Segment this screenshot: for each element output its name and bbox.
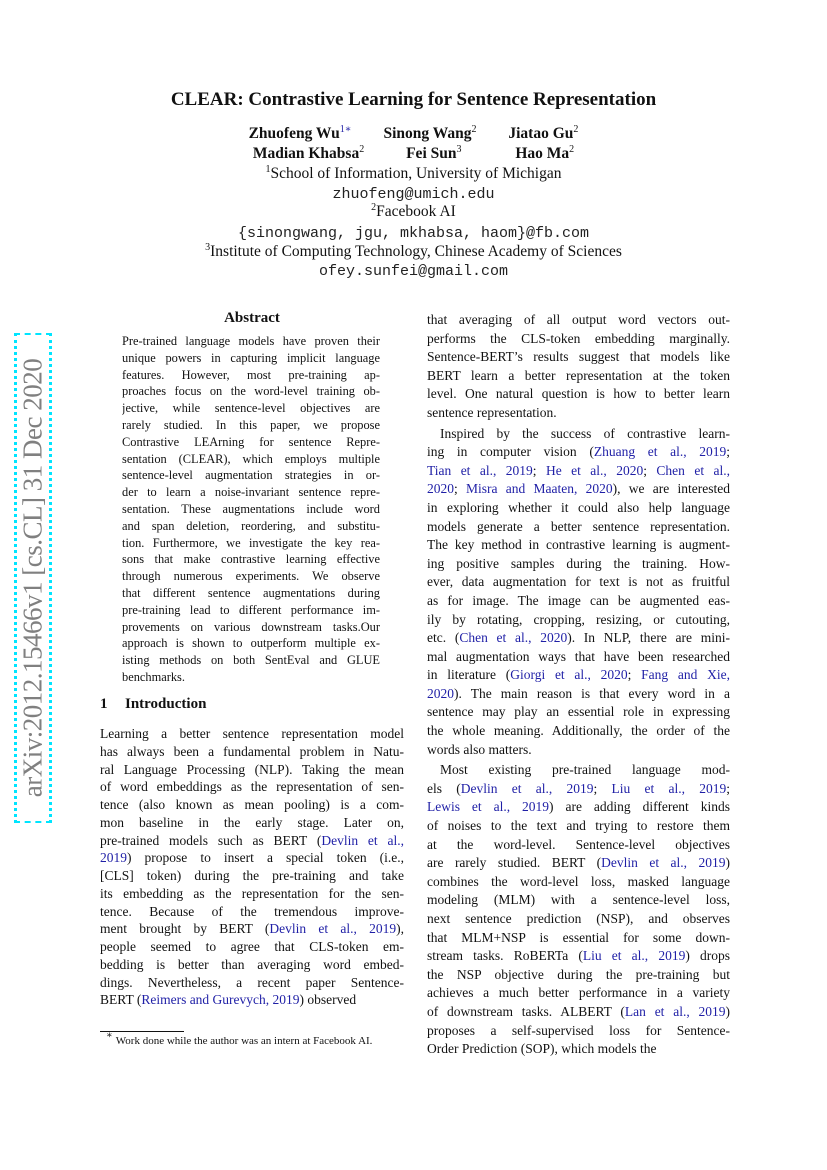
paragraph	[427, 311, 730, 423]
text-segment: performs the CLS-token embedding marginally.	[427, 330, 730, 346]
text-segment: ). In NLP, there are mini-	[567, 630, 730, 646]
abstract-text	[122, 333, 380, 686]
text-line	[427, 685, 730, 704]
text-line	[427, 741, 730, 760]
text-segment: ;	[454, 481, 467, 497]
citation-link[interactable]: 2020	[427, 685, 454, 701]
citation-link[interactable]: Liu et al., 2019	[582, 948, 686, 964]
text-segment: Inspired by the success of contrastive learn-	[440, 425, 730, 441]
text-line	[100, 885, 404, 903]
author: Zhuofeng $Wu^{1∗}$	[248, 124, 352, 142]
text-line	[122, 417, 380, 434]
text-segment: sentation (CLEAR), which employs multiple	[122, 451, 380, 466]
text-segment: The key method in contrastive learning is augment-	[427, 537, 730, 553]
text-segment: through numerous experiments. We observe	[122, 569, 380, 584]
citation-link[interactable]: Devlin et al., 2019	[460, 780, 594, 796]
text-segment: tence. Because of the tremendous improve-	[100, 903, 404, 919]
citation-link[interactable]: Reimers and Gurevych, 2019	[141, 992, 300, 1008]
text-segment: the NSP objective during the pre-training but	[427, 966, 730, 982]
text-line	[122, 602, 380, 619]
text-line	[122, 400, 380, 417]
text-line	[427, 854, 730, 873]
text-line	[427, 311, 730, 330]
intro-right-column	[427, 311, 730, 1059]
text-segment: models generate a better sentence representation.	[427, 518, 730, 534]
arxiv-stamp	[14, 333, 52, 823]
text-segment: ), we are interested	[612, 481, 730, 497]
text-line	[100, 991, 404, 1009]
text-line	[427, 929, 730, 948]
text-segment: stream tasks. RoBERTa (	[427, 948, 583, 964]
citation-link[interactable]: Zhuang et al., 2019	[593, 444, 727, 460]
text-line	[122, 484, 380, 501]
text-line	[427, 817, 730, 836]
text-segment: that MLM+NSP is essential for some down-	[427, 929, 730, 945]
text-segment: approach is shown to outperform multiple ex-	[122, 636, 380, 651]
text-segment: that averaging of all output word vectors out-	[427, 312, 730, 327]
text-segment: isting methods on both SentEval and GLUE	[122, 653, 380, 668]
text-segment: ever, data augmentation for text is not as fruitful	[427, 574, 730, 590]
text-line	[427, 330, 730, 349]
text-segment: people seemed to agree that CLS-token em-	[100, 939, 404, 954]
text-line	[427, 443, 730, 462]
text-line	[427, 348, 730, 367]
text-segment: sons that make contrastive learning effective	[122, 552, 380, 567]
citation-link[interactable]: Liu et al., 2019	[611, 780, 727, 796]
text-segment: jective, while sentence-level objectives are	[122, 401, 380, 416]
paragraph	[427, 425, 730, 760]
text-line	[427, 873, 730, 892]
paragraph	[100, 725, 404, 1009]
text-segment: sentence may play an essential role in expressing	[427, 704, 730, 720]
text-line	[427, 648, 730, 667]
author: Sinong Wang$^2$	[383, 124, 477, 142]
text-line	[427, 836, 730, 855]
text-segment: ),	[396, 921, 404, 937]
text-segment: modeling (MLM) with a sentence-level loss,	[427, 892, 730, 908]
arxiv-identifier: arXiv:2012.15466v1 [cs.CL] 31 Dec 2020	[17, 358, 48, 798]
citation-link[interactable]: Lewis et al., 2019	[427, 799, 550, 815]
text-segment: ment brought by BERT (	[100, 921, 270, 937]
text-line	[427, 966, 730, 985]
text-segment: that different sentence augmentations during	[122, 585, 380, 600]
text-segment: ;	[593, 780, 612, 796]
text-segment: )	[725, 855, 730, 871]
text-line	[100, 725, 404, 743]
author: Hao Ma$^2$	[515, 144, 575, 162]
text-segment: ing in computer vision (	[427, 444, 594, 460]
text-segment: tence (also known as mean pooling) is a com-	[100, 797, 404, 812]
text-line	[122, 501, 380, 518]
text-line	[427, 1022, 730, 1041]
text-line	[122, 635, 380, 652]
text-segment: mon baseline in the early stage. Later on,	[100, 814, 404, 830]
citation-link[interactable]: Misra and Maaten, 2020	[466, 481, 613, 497]
text-segment: mal augmentation ways that have been researched	[427, 648, 730, 664]
text-line	[100, 920, 404, 938]
text-line	[122, 669, 380, 686]
text-line	[122, 518, 380, 535]
text-line	[122, 333, 380, 350]
affiliation-2: $^2$Facebook AI	[371, 202, 456, 220]
text-line	[122, 568, 380, 585]
text-line	[427, 984, 730, 1003]
text-segment: at the word-level. Sentence-level objectives	[427, 836, 730, 852]
text-segment: ;	[643, 462, 657, 478]
email-1[interactable]: zhuofeng@umich.edu	[332, 186, 495, 203]
text-segment: the whole meaning. Additionally, the order of the	[427, 723, 730, 739]
paper-title: CLEAR: Contrastive Learning for Sentence Representation	[170, 89, 657, 110]
authors-row-2	[0, 145, 827, 163]
text-segment: [CLS] token) during the pre-training and take	[100, 868, 404, 883]
paragraph	[122, 333, 380, 686]
authors-row-1	[0, 125, 827, 143]
text-segment: Order Prediction (SOP), which models the	[427, 1041, 657, 1057]
email-2[interactable]: {sinongwang, jgu, mkhabsa, haom}@fb.com	[237, 225, 590, 242]
text-segment: next sentence prediction (NSP), and observes	[427, 911, 730, 926]
text-line	[122, 451, 380, 468]
text-line	[427, 1003, 730, 1022]
footnote: ∗ Work done while the author was an intern at Facebook AI.	[106, 1030, 373, 1047]
text-line	[122, 652, 380, 669]
citation-link[interactable]: He et al., 2020	[545, 462, 644, 478]
text-line	[122, 585, 380, 602]
text-line	[427, 518, 730, 537]
text-segment: are rarely studied. BERT (	[427, 855, 602, 871]
text-segment: of noises to the text and trying to restore them	[427, 818, 730, 834]
text-segment: and span deletion, reordering, and substitu-	[122, 518, 380, 533]
paragraph	[427, 761, 730, 1059]
text-line	[427, 536, 730, 555]
citation-link[interactable]: 2019	[100, 850, 127, 866]
text-line	[100, 796, 404, 814]
text-line	[100, 903, 404, 921]
citation-link[interactable]: Giorgi et al., 2020	[510, 667, 628, 683]
text-segment: proaches focus on the word-level training ob-	[122, 384, 380, 399]
text-line	[122, 535, 380, 552]
text-line	[427, 499, 730, 518]
text-segment: Pre-trained language models have proven their	[122, 334, 380, 348]
citation-link[interactable]: Chen et al., 2020	[459, 630, 568, 646]
text-segment: in exploring whether it could also help language	[427, 499, 730, 515]
citation-link[interactable]: Chen et al.,	[656, 462, 730, 478]
text-line	[122, 350, 380, 367]
text-segment: sentence-level augmentation strategies in or-	[122, 468, 380, 483]
text-line	[122, 467, 380, 484]
text-segment: ;	[726, 444, 730, 460]
text-line	[427, 367, 730, 386]
text-segment: achieves a much better performance in a variety	[427, 985, 730, 1001]
text-segment: sentation. These augmentations include word	[122, 501, 380, 516]
text-line	[122, 434, 380, 451]
text-segment: its embedding as the representation for the sen-	[100, 885, 404, 901]
text-line	[100, 761, 404, 779]
text-segment: dings. Nevertheless, a recent paper Sentence-	[100, 974, 404, 990]
text-segment: words also matters.	[427, 741, 532, 757]
text-line	[100, 778, 404, 796]
text-segment: features. However, most pre-training ap-	[122, 367, 380, 382]
text-segment: ;	[627, 667, 642, 683]
author: Madian Khabsa$^2$	[252, 144, 365, 162]
text-line	[427, 555, 730, 574]
email-3[interactable]: ofey.sunfei@gmail.com	[318, 263, 509, 280]
text-line	[427, 1040, 730, 1059]
text-segment: in literature (	[427, 667, 511, 683]
text-line	[100, 832, 404, 850]
text-segment: of downstream tasks. ALBERT (	[427, 1003, 625, 1019]
text-line	[100, 849, 404, 867]
citation-link[interactable]: Fang and Xie,	[641, 667, 730, 683]
text-line	[122, 551, 380, 568]
affiliation-3: $^3$Institute of Computing Technology, Chinese Academy of Sciences	[205, 242, 622, 260]
text-segment: ral Language Processing (NLP). Taking the mean	[100, 761, 404, 777]
text-segment: sentence representation.	[427, 404, 557, 420]
text-line	[100, 867, 404, 885]
text-segment: pre-trained models such as BERT (	[100, 832, 322, 848]
text-line	[427, 629, 730, 648]
citation-link[interactable]: Devlin et al., 2019	[269, 921, 397, 937]
text-line	[122, 383, 380, 400]
text-segment: ily by rotating, cropping, resizing, or cutouting,	[427, 611, 730, 627]
text-segment: proposes a self-supervised loss for Sentence-	[427, 1022, 730, 1038]
text-segment: BERT (	[100, 992, 142, 1008]
text-segment: ) are adding different kinds	[549, 799, 730, 815]
text-line	[100, 974, 404, 992]
text-line	[427, 573, 730, 592]
text-segment: ;	[532, 462, 546, 478]
citation-link[interactable]: 2020	[427, 481, 454, 497]
text-line	[427, 891, 730, 910]
text-segment: Most existing pre-trained language mod-	[440, 762, 730, 778]
abstract-heading: Abstract	[224, 310, 280, 326]
text-line	[427, 910, 730, 929]
text-line	[427, 611, 730, 630]
text-segment: tion. Furthermore, we investigate the key rea-	[122, 535, 380, 550]
text-line	[427, 592, 730, 611]
text-line	[427, 480, 730, 499]
text-segment: etc. (	[427, 630, 460, 646]
citation-link[interactable]: Devlin et al., 2019	[601, 855, 726, 871]
affiliation-1: $^1$School of Information, University of Michigan	[265, 164, 562, 182]
text-line	[122, 367, 380, 384]
text-line	[427, 425, 730, 444]
text-line	[427, 947, 730, 966]
text-segment: der to learn a noise-invariant sentence repre-	[122, 485, 380, 500]
author: Jiatao Gu$^2$	[508, 124, 579, 142]
citation-link[interactable]: Lan et al., 2019	[624, 1003, 726, 1019]
text-line	[100, 743, 404, 761]
text-line	[427, 462, 730, 481]
text-line	[100, 956, 404, 974]
text-segment: Sentence-BERT’s results suggest that models like	[427, 349, 730, 365]
text-segment: ing positive samples during the training. How-	[427, 555, 730, 571]
text-segment: Contrastive LEArning for sentence Repre-	[122, 434, 380, 449]
text-line	[427, 666, 730, 685]
text-segment: BERT learn a better representation at the token	[427, 367, 730, 383]
text-segment: benchmarks.	[122, 669, 185, 684]
text-line	[427, 703, 730, 722]
text-segment: pre-training lead to different performance im-	[122, 602, 380, 617]
text-segment: as for image. The image can be augmented eas-	[427, 592, 730, 608]
text-segment: has always been a fundamental problem in Natu-	[100, 743, 404, 759]
citation-link[interactable]: Devlin et al.,	[321, 832, 404, 848]
section-heading-introduction: 1 Introduction	[100, 696, 207, 712]
text-segment: ;	[726, 780, 730, 796]
intro-left-column	[100, 725, 404, 1009]
text-line	[122, 619, 380, 636]
text-line	[100, 814, 404, 832]
text-segment: provements on various downstream tasks.Our	[122, 619, 380, 634]
text-line	[427, 780, 730, 799]
text-segment: )	[725, 1003, 730, 1019]
text-segment: ) drops	[685, 948, 730, 964]
text-line	[427, 385, 730, 404]
text-segment: els (	[427, 780, 461, 796]
citation-link[interactable]: Tian et al., 2019	[427, 462, 533, 478]
text-segment: combines the word-level loss, masked language	[427, 873, 730, 889]
text-line	[100, 938, 404, 956]
text-line	[427, 761, 730, 780]
text-segment: ). The main reason is that every word in a	[454, 685, 730, 701]
text-segment: ) observed	[299, 992, 357, 1008]
text-segment: bedding is better than averaging word embed-	[100, 956, 404, 972]
text-segment: level. One natural question is how to better learn	[427, 386, 730, 402]
text-line	[427, 722, 730, 741]
text-line	[427, 404, 730, 423]
author: Fei Sun$^3$	[406, 144, 462, 162]
text-segment: unique powers in capturing implicit language	[122, 350, 380, 365]
text-segment: of word embeddings as the representation of sen-	[100, 779, 404, 795]
text-line	[427, 798, 730, 817]
text-segment: ) propose to insert a special token (i.e.,	[127, 850, 404, 866]
text-segment: rarely studied. In this paper, we propose	[122, 417, 380, 432]
text-segment: Learning a better sentence representation model	[100, 726, 404, 741]
